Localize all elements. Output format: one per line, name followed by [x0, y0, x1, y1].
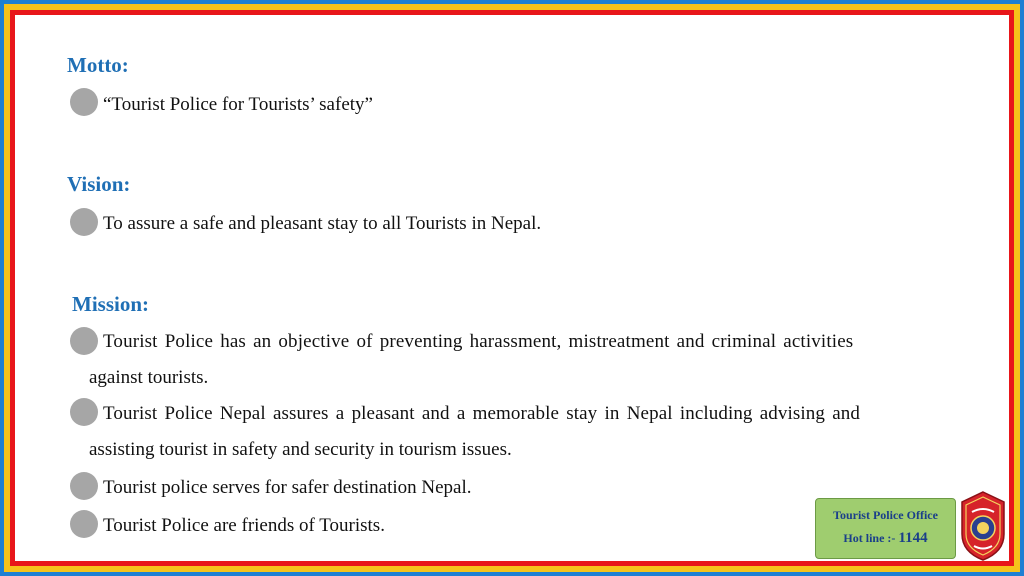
mission-item-1-line-2: against tourists.	[89, 367, 209, 388]
mission-item-3: Tourist police serves for safer destination Nepal.	[103, 477, 472, 498]
mission-item-1-line-1	[103, 331, 927, 353]
mission-heading: Mission:	[72, 292, 150, 316]
hotline-title: Tourist Police Office	[833, 508, 938, 522]
motto-heading: Motto:	[67, 53, 129, 77]
circle-bullet-icon	[70, 510, 98, 538]
hotline-box	[815, 498, 956, 559]
tourist-police-emblem-icon	[958, 490, 1008, 562]
vision-text: To assure a safe and pleasant stay to all Tourists in Nepal.	[103, 213, 542, 234]
mission-item-2-line-2: assisting tourist in safety and security in tourism issues.	[89, 439, 512, 460]
mission-item-2-line-1	[103, 403, 927, 425]
circle-bullet-icon	[70, 398, 98, 426]
circle-bullet-icon	[70, 208, 98, 236]
hotline-number: 1144	[898, 530, 928, 546]
hotline-label: Hot line :-	[843, 531, 899, 545]
vision-heading: Vision:	[67, 172, 131, 196]
circle-bullet-icon	[70, 472, 98, 500]
circle-bullet-icon	[70, 88, 98, 116]
circle-bullet-icon	[70, 327, 98, 355]
hotline-line	[816, 530, 955, 547]
mission-item-4: Tourist Police are friends of Tourists.	[103, 515, 385, 536]
mission-item-1-text: Tourist Police has an objective of preventing harassment, mistreatment and criminal activities	[103, 331, 854, 352]
motto-text: “Tourist Police for Tourists’ safety”	[103, 94, 373, 115]
mission-item-2-text: Tourist Police Nepal assures a pleasant and a memorable stay in Nepal including advising and	[103, 403, 860, 424]
